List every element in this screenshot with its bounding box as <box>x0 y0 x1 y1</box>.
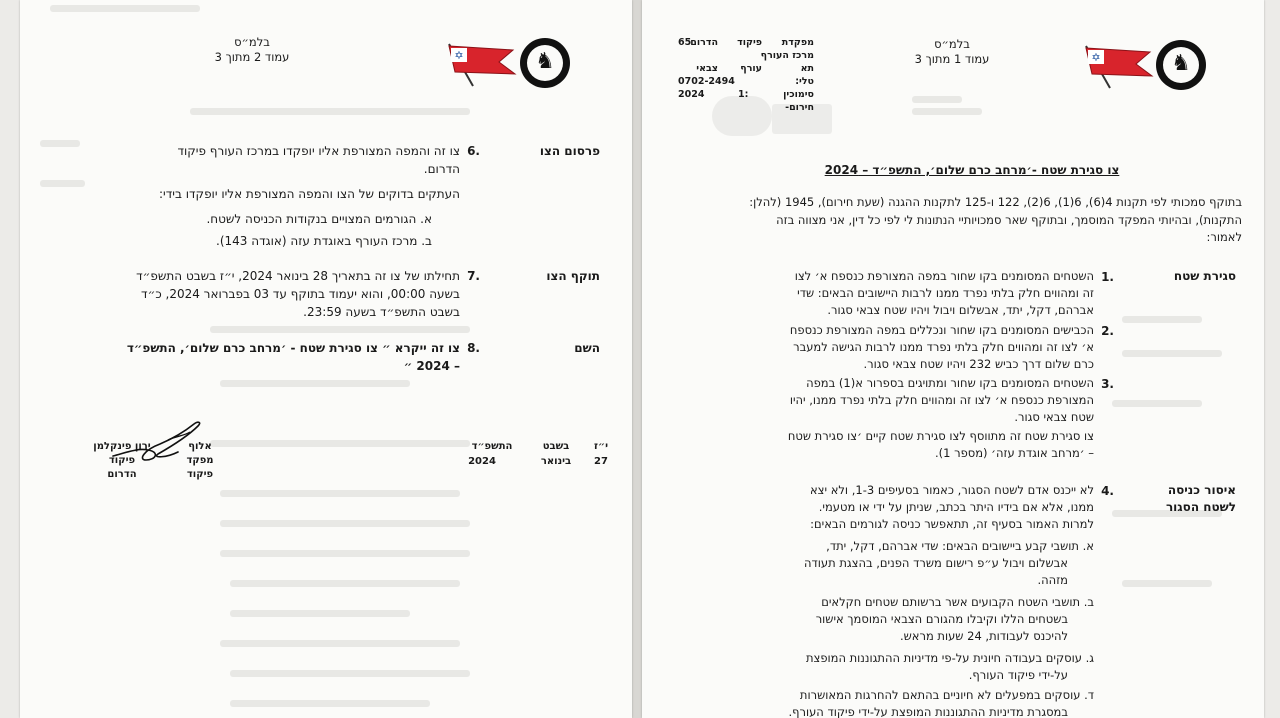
bleed-mark <box>1122 350 1222 357</box>
entry-item-b: ב. תושבי השטח הקבועים אשר ברשותם שטחים חקלאים <box>821 595 1094 609</box>
bleed-mark <box>220 380 410 387</box>
section-7-text: בשעה 00:00, והוא יעמוד בתוקף עד 03 בפברואר 2024, כ״ד <box>141 287 460 301</box>
bleed-mark <box>210 326 470 333</box>
section-6-item: א. הגורמים המצויים בנקודות הכניסה לשטח. <box>206 212 432 226</box>
section-7-text: בשבט התשפ״ד בשעה 23:59. <box>303 305 460 319</box>
paragraph-2-text: הכבישים המסומנים בקו שחור ונכללים במפה המצורפת כנספח <box>789 323 1094 337</box>
unit-column-1: תא <box>800 63 814 74</box>
bleed-mark <box>1112 400 1202 407</box>
entry-item-b: בשטחים הללו וקיבלו מהגורם הצבאי המוסמך אישור <box>815 612 1068 626</box>
bleed-mark <box>230 610 410 617</box>
unit-column-3: הדרום <box>690 37 718 48</box>
entry-item-d: ד. עוסקים במפעלים לא חיוניים בהתאם להחרגות המאושרות <box>799 688 1094 702</box>
signer-role: מפקד <box>186 455 214 466</box>
entry-item-a: מזהה. <box>1037 573 1068 587</box>
ref-number: 1: <box>738 89 749 100</box>
entry-item-d: במסגרת מדיניות ההתגוננות המופצת על-ידי פיקוד העורף. <box>788 705 1068 718</box>
intro-text: בתוקף סמכותי לפי תקנות 4(6), 6(1), 6(2), 122 ו-125 לתקנות ההגנה (שעת חירום), 1945 (להלן: <box>749 195 1242 209</box>
section-6-text: צו זה והמפה המצורפת אליו יופקדו במרכז העורף פיקוד <box>177 144 460 158</box>
bleed-mark <box>220 490 460 497</box>
section-6-text: העתקים בדוקים של הצו והמפה המצורפת אליו יופקדו בידי: <box>159 187 460 201</box>
date-heb-day: י״ז <box>593 441 609 452</box>
signer-command: פיקוד <box>108 455 136 466</box>
unit-column-2: עורף <box>740 63 762 74</box>
bleed-mark <box>220 550 470 557</box>
bleed-mark <box>220 640 460 647</box>
page-number: עמוד 1 מתוך 3 <box>914 52 990 66</box>
unit-column-1: טלי: <box>795 76 814 87</box>
document-title: צו סגירת שטח -׳מרחב כרם שלום׳, התשפ״ד – 2024 <box>824 163 1120 177</box>
signer-name: ירון פינקלמן <box>93 441 151 452</box>
closure-section-label: סגירת שטח <box>1173 269 1236 283</box>
paragraph-1-text: השטחים המסומנים בקו שחור במפה המצורפת כנספח א׳ לצו <box>794 269 1094 283</box>
intro-text: התקנות), ובהיותי המפקד המוסמך, ובתוקף שאר סמכויותיי הנתונות לי לפי כל דין, אני מצווה בזה <box>776 213 1242 227</box>
section-8-text: צו זה ייקרא ״ צו סגירת שטח - ׳מרחב כרם שלום׳, התשפ״ד <box>126 341 460 355</box>
section-7-number: 7. <box>467 269 480 283</box>
home-front-command-emblem-icon: ♞ <box>1156 40 1206 90</box>
flag-icon <box>1082 44 1154 90</box>
entry-item-c: על-ידי פיקוד העורף. <box>968 668 1068 682</box>
unit-column-1: מרכז העורף <box>760 50 814 61</box>
signer-rank: אלוף <box>188 441 212 452</box>
unit-number: 65 <box>678 37 692 48</box>
home-front-command-emblem-icon: ♞ <box>520 38 570 88</box>
document-page-2 <box>20 0 632 718</box>
date-heb-month: בשבט <box>542 441 570 452</box>
date-heb-year: התשפ״ד <box>471 441 513 452</box>
paragraph-4-number: 4. <box>1101 484 1114 498</box>
header-year: 2024 <box>678 89 705 100</box>
paragraph-4-text: ממנו, אלא אם בידיו היתר בכתב, שניתן על ידי או מטעמי. <box>818 500 1094 514</box>
paragraph-3-text: השטחים המסומנים בקו שחור ומתויגים בספרור א(1) במפה <box>806 376 1094 390</box>
paragraph-3-text: – ׳מרחב אוגדת עזה׳ (מספר 1). <box>934 446 1094 460</box>
section-6-item: ב. מרכז העורף באוגדת עזה (אוגדה 143). <box>216 234 432 248</box>
page-number: עמוד 2 מתוך 3 <box>214 50 290 64</box>
bleed-mark <box>1122 580 1212 587</box>
date-greg-month: בינואר <box>540 456 572 467</box>
section-7-label: תוקף הצו <box>546 269 600 283</box>
section-6-number: 6. <box>467 144 480 158</box>
classification-label: בלמ״ס <box>234 35 270 49</box>
svg-text:✡: ✡ <box>454 49 464 62</box>
entry-item-a: אבשלום ויבול ע״פ רישום משרד הפנים, בהצגת תעודה <box>803 556 1068 570</box>
paragraph-2-text: א׳ לצו זה ומהווים חלק בלתי נפרד ממנו לרבות הגישה למעבר <box>793 340 1094 354</box>
handwritten-signature <box>108 418 208 468</box>
paragraph-1-number: 1. <box>1101 270 1114 284</box>
date-greg-day: 27 <box>594 456 608 467</box>
bleed-mark <box>220 520 470 527</box>
section-8-number: 8. <box>467 341 480 355</box>
paragraph-2-text: כרם שלום דרך כביש 232 ויהיו שטח צבאי סגור. <box>863 357 1094 371</box>
bleed-mark <box>230 670 470 677</box>
svg-text:✡: ✡ <box>1091 51 1101 64</box>
section-7-text: תחילתו של צו זה בתאריך 28 בינואר 2024, י״ז בשבט התשפ״ד <box>136 269 460 283</box>
bleed-mark <box>190 108 470 115</box>
bleed-mark <box>1122 316 1202 323</box>
date-greg-year: 2024 <box>468 456 496 467</box>
signer-command: הדרום <box>107 469 137 480</box>
signer-role: פיקוד <box>186 469 214 480</box>
entry-item-c: ג. עוסקים בעבודה חיונית על-פי מדיניות ההתגוננות המופצת <box>805 651 1094 665</box>
paragraph-3-text: שטח צבאי סגור. <box>1014 410 1094 424</box>
paragraph-2-number: 2. <box>1101 324 1114 338</box>
section-6-text: הדרום. <box>423 162 460 176</box>
section-8-text: – 2024 ״ <box>403 359 460 373</box>
paragraph-1-text: זה ומהווים חלק בלתי נפרד ממנו לרבות היישובים הבאים: שדי <box>797 286 1094 300</box>
flag-icon <box>445 42 517 88</box>
entry-section-label: איסור כניסה <box>1167 483 1236 497</box>
unit-column-1: מפקדת <box>781 37 814 48</box>
phone-number: 0702-2494 <box>678 76 735 87</box>
entry-section-label: לשטח הסגור <box>1165 500 1236 514</box>
paragraph-4-text: למרות האמור בסעיף זה, תתאפשר כניסה לגורמים הבאים: <box>810 517 1094 531</box>
bleed-mark <box>912 96 962 103</box>
bleed-mark <box>210 440 470 447</box>
paragraph-3-text: צו סגירת שטח זה מתווסף לצו סגירת שטח קיים ׳צו סגירת שטח <box>787 429 1094 443</box>
paragraph-1-text: אברהם, דקל, יתד, אבשלום ויבול ויהיו שטח צבאי סגור. <box>827 303 1094 317</box>
bleed-mark <box>50 5 200 12</box>
unit-column-2: פיקוד <box>737 37 762 48</box>
paragraph-4-text: לא ייכנס אדם לשטח הסגור, כאמור בסעיפים 1-3, ולא יצא <box>809 483 1094 497</box>
unit-column-3: צבאי <box>696 63 718 74</box>
bleed-mark <box>912 108 982 115</box>
entry-item-a: א. תושבי קבע ביישובים הבאים: שדי אברהם, דקל, יתד, <box>826 539 1094 553</box>
bleed-mark <box>230 580 460 587</box>
entry-item-b: להיכנס לעבודות, 24 שעות מראש. <box>899 629 1068 643</box>
paragraph-3-number: 3. <box>1101 377 1114 391</box>
bleed-mark <box>230 700 430 707</box>
section-6-label: פרסום הצו <box>539 144 600 158</box>
unit-column-1: סימוכין חירום- <box>783 89 814 113</box>
page-gap <box>632 0 642 718</box>
document-page-1 <box>642 0 1264 718</box>
paragraph-3-text: המצורפת כנספח א׳ לצו זה ומהווים חלק בלתי נפרד ממנו, יהיו <box>789 393 1094 407</box>
section-8-label: השם <box>574 341 600 355</box>
classification-label: בלמ״ס <box>934 37 970 51</box>
intro-text: לאמור: <box>1206 230 1242 244</box>
